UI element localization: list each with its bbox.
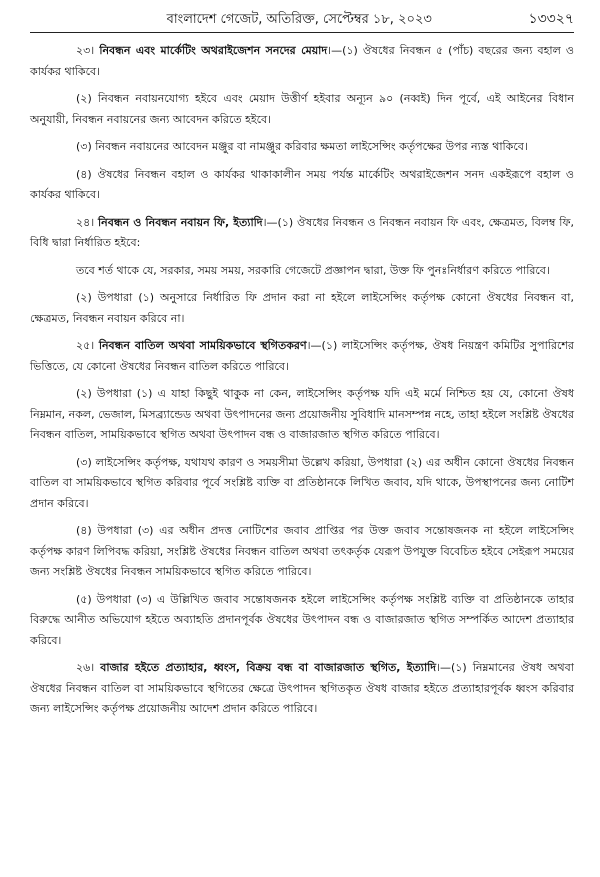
paragraph-text: (২) নিবন্ধন নবায়নযোগ্য হইবে এবং মেয়াদ উত্তীর্ণ হইবার অন্যূন ৯০ (নব্বই) দিন পূর্বে, এই আইনের বিধান অনুযায়ী, নিবন্ধন নবায়নের জন্য আবেদন করিতে হইবে। xyxy=(30,92,574,126)
paragraph xyxy=(30,89,574,130)
section-heading: নিবন্ধন এবং মার্কেটিং অথরাইজেশন সনদের মেয়াদ xyxy=(99,44,328,57)
paragraph xyxy=(30,288,574,329)
paragraph-text: (২) উপধারা (১) অনুসারে নির্ধারিত ফি প্রদান করা না হইলে লাইসেন্সিং কর্তৃপক্ষ কোনো ঔষধের নিবন্ধন বা, ক্ষেত্রমত, নিবন্ধন নবায়ন করিবে না। xyxy=(30,291,574,325)
paragraph-text: তবে শর্ত থাকে যে, সরকার, সময় সময়, সরকারি গেজেটে প্রজ্ঞাপন দ্বারা, উক্ত ফি পুনঃনির্ধারণ করিতে পারিবে। xyxy=(76,263,550,277)
page-number: ১৩৩২৭ xyxy=(528,11,574,27)
paragraph-text: (৪) উপধারা (৩) এর অধীন প্রদত্ত নোটিশের জবাব প্রাপ্তির পর উক্ত জবাব সন্তোষজনক না হইলে লাইসেন্সিং কর্তৃপক্ষ কারণ লিপিবদ্ধ করিয়া, সংশ্লিষ্ট ঔষধের নিবন্ধন বাতিল অথবা তৎকর্তৃক যেরূপ উপযুক্ত বিবেচিত হইবে সেইরূপ সময়ের জন্য সংশ্লিষ্ট ঔষধের নিবন্ধন সাময়িকভাবে স্থগিত করিতে পারিবে। xyxy=(30,524,574,578)
paragraph xyxy=(30,384,574,446)
paragraph-text: ।—(১) ঔষধের নিবন্ধন ৫ (পাঁচ) বছরের জন্য বহাল ও কার্যকর থাকিবে। xyxy=(30,44,574,78)
paragraph-text: ।—(১) লাইসেন্সিং কর্তৃপক্ষ, ঔষধ নিয়ন্ত্রণ কমিটির সুপারিশের ভিত্তিতে, যে কোনো ঔষধের নিবন্ধন বাতিল করিতে পারিবে। xyxy=(30,339,574,373)
section-paragraph xyxy=(30,41,574,82)
paragraph xyxy=(30,137,574,158)
paragraph-text: ।—(১) ঔষধের নিবন্ধন ও নিবন্ধন নবায়ন ফি এবং, ক্ষেত্রমত, বিলম্ব ফি, বিধি দ্বারা নির্ধারিত হইবে: xyxy=(30,215,574,249)
section-paragraph xyxy=(30,658,574,720)
paragraph xyxy=(30,453,574,515)
paragraph xyxy=(30,261,574,282)
section-paragraph xyxy=(30,336,574,377)
paragraph xyxy=(30,590,574,652)
paragraph-text: (৩) নিবন্ধন নবায়নের আবেদন মঞ্জুর বা নামঞ্জুর করিবার ক্ষমতা লাইসেন্সিং কর্তৃপক্ষের উপর ন্যস্ত থাকিবে। xyxy=(76,140,528,153)
section-number: ২৫। xyxy=(76,339,95,352)
paragraph-text: (৫) উপধারা (৩) এ উল্লিখিত জবাব সন্তোষজনক হইলে লাইসেন্সিং কর্তৃপক্ষ সংশ্লিষ্ট ব্যক্তি বা প্রতিষ্ঠানকে তাহার বিরুদ্ধে আনীত অভিযোগ হইতে অব্যাহতি প্রদানপূর্বক ঔষধের উৎপাদন বন্ধ ও বাজারজাত স্থগিত সম্পর্কিত আদেশ প্রত্যাহার করিবে। xyxy=(30,592,574,647)
gazette-title: বাংলাদেশ গেজেট, অতিরিক্ত, সেপ্টেম্বর ১৮, ২০২৩ xyxy=(166,12,432,27)
section-paragraph xyxy=(30,213,574,254)
section-number: ২৪। xyxy=(76,215,95,229)
document-body xyxy=(30,41,574,720)
paragraph-text: (২) উপধারা (১) এ যাহা কিছুই থাকুক না কেন, লাইসেন্সিং কর্তৃপক্ষ যদি এই মর্মে নিশ্চিত হয় যে, কোনো ঔষধ নিম্নমান, নকল, ভেজাল, মিসব্র্যান্ডেড অথবা উৎপাদনের জন্য প্রয়োজনীয় সুবিধাদি মানসম্পন্ন নহে, তাহা হইলে সংশ্লিষ্ট ঔষধের নিবন্ধন বাতিল, সাময়িকভাবে স্থগিত অথবা উৎপাদন বন্ধ ও বাজারজাত স্থগিত করিতে পারিবে। xyxy=(30,387,574,441)
paragraph xyxy=(30,165,574,206)
section-heading: নিবন্ধন ও নিবন্ধন নবায়ন ফি, ইত্যাদি xyxy=(98,215,263,229)
section-number: ২৬। xyxy=(76,661,95,674)
paragraph-text: ।—(১) নিম্নমানের ঔষধ অথবা ঔষধের নিবন্ধন বাতিল বা সাময়িকভাবে স্থগিতের ক্ষেত্রে উৎপাদন স্থগিতকৃত ঔষধ বাজার হইতে প্রত্যাহারপূর্বক ধ্বংস করিবার জন্য লাইসেন্সিং কর্তৃপক্ষ প্রয়োজনীয় আদেশ প্রদান করিতে পারিবে। xyxy=(30,661,574,715)
section-heading: বাজার হইতে প্রত্যাহার, ধ্বংস, বিক্রয় বন্ধ বা বাজারজাত স্থগিত, ইত্যাদি xyxy=(100,661,437,674)
paragraph-text: (৪) ঔষধের নিবন্ধন বহাল ও কার্যকর থাকাকালীন সময় পর্যন্ত মার্কেটিং অথরাইজেশন সনদ একইরূপে বহাল ও কার্যকর থাকিবে। xyxy=(30,167,574,201)
paragraph-text: (৩) লাইসেন্সিং কর্তৃপক্ষ, যথাযথ কারণ ও সময়সীমা উল্লেখ করিয়া, উপধারা (২) এর অধীন কোনো ঔষধের নিবন্ধন বাতিল বা সাময়িকভাবে স্থগিত করিবার পূর্বে সংশ্লিষ্ট ব্যক্তি বা প্রতিষ্ঠানকে লিখিত জবাব, যদি থাকে, উপস্থাপনের জন্য নোটিশ প্রদান করিবে। xyxy=(30,455,574,510)
page-header xyxy=(30,10,574,29)
header-rule xyxy=(30,32,574,33)
section-number: ২৩। xyxy=(76,44,95,57)
section-heading: নিবন্ধন বাতিল অথবা সাময়িকভাবে স্থগিতকরণ xyxy=(98,339,307,352)
paragraph xyxy=(30,521,574,583)
